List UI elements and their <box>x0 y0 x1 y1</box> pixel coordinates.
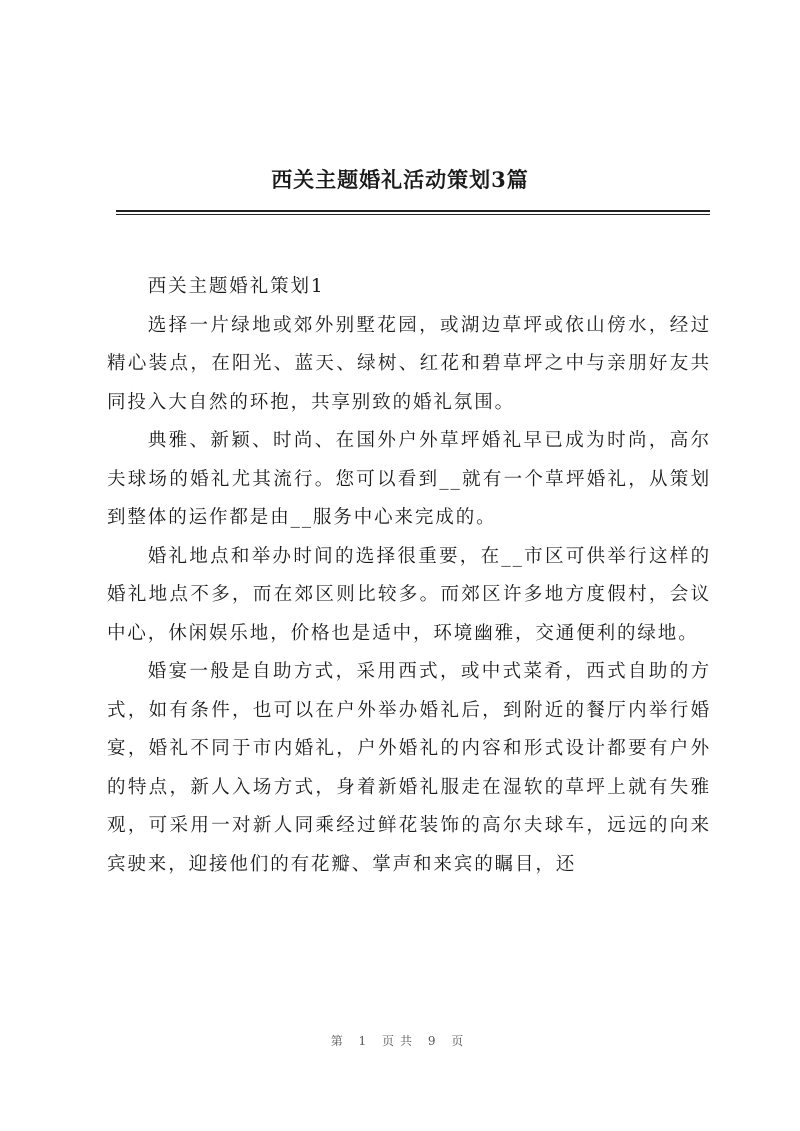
paragraph: 婚宴一般是自助方式，采用西式，或中式菜肴，西式自助的方式，如有条件，也可以在户外举办婚礼后，到附近的餐厅内举行婚宴，婚礼不同于市内婚礼，户外婚礼的内容和形式设计都要有户外的特点，新人入场方式，身着新婚礼服走在湿软的草坪上就有失雅观，可采用一对新人同乘经过鲜花装饰的高尔夫球车，远远的向来宾驶来，迎接他们的有花瓣、掌声和来宾的瞩目，还 <box>107 661 711 875</box>
paragraph: 典雅、新颖、时尚、在国外户外草坪婚礼早已成为时尚，高尔夫球场的婚礼尤其流行。您可以看到__就有一个草坪婚礼，从策划到整体的运作都是由__服务中心来完成的。 <box>107 430 711 528</box>
page-number-footer: 第 1 页共 9 页 <box>330 1034 470 1048</box>
paragraph: 选择一片绿地或郊外别墅花园，或湖边草坪或依山傍水，经过精心装点，在阳光、蓝天、绿树、红花和碧草坪之中与亲朋好友共同投入大自然的环抱，共享别致的婚礼氛围。 <box>107 314 711 413</box>
document-body <box>107 268 711 884</box>
document-title: 西关主题婚礼活动策划3篇 <box>271 167 529 192</box>
title-divider-thin <box>116 214 710 215</box>
section-heading: 西关主题婚礼策划1 <box>147 276 325 297</box>
title-divider <box>116 210 710 212</box>
paragraph: 婚礼地点和举办时间的选择很重要，在__市区可供举行这样的婚礼地点不多，而在郊区则比较多。而郊区许多地方度假村，会议中心，休闲娱乐地，价格也是适中，环境幽雅，交通便利的绿地。 <box>107 545 711 644</box>
